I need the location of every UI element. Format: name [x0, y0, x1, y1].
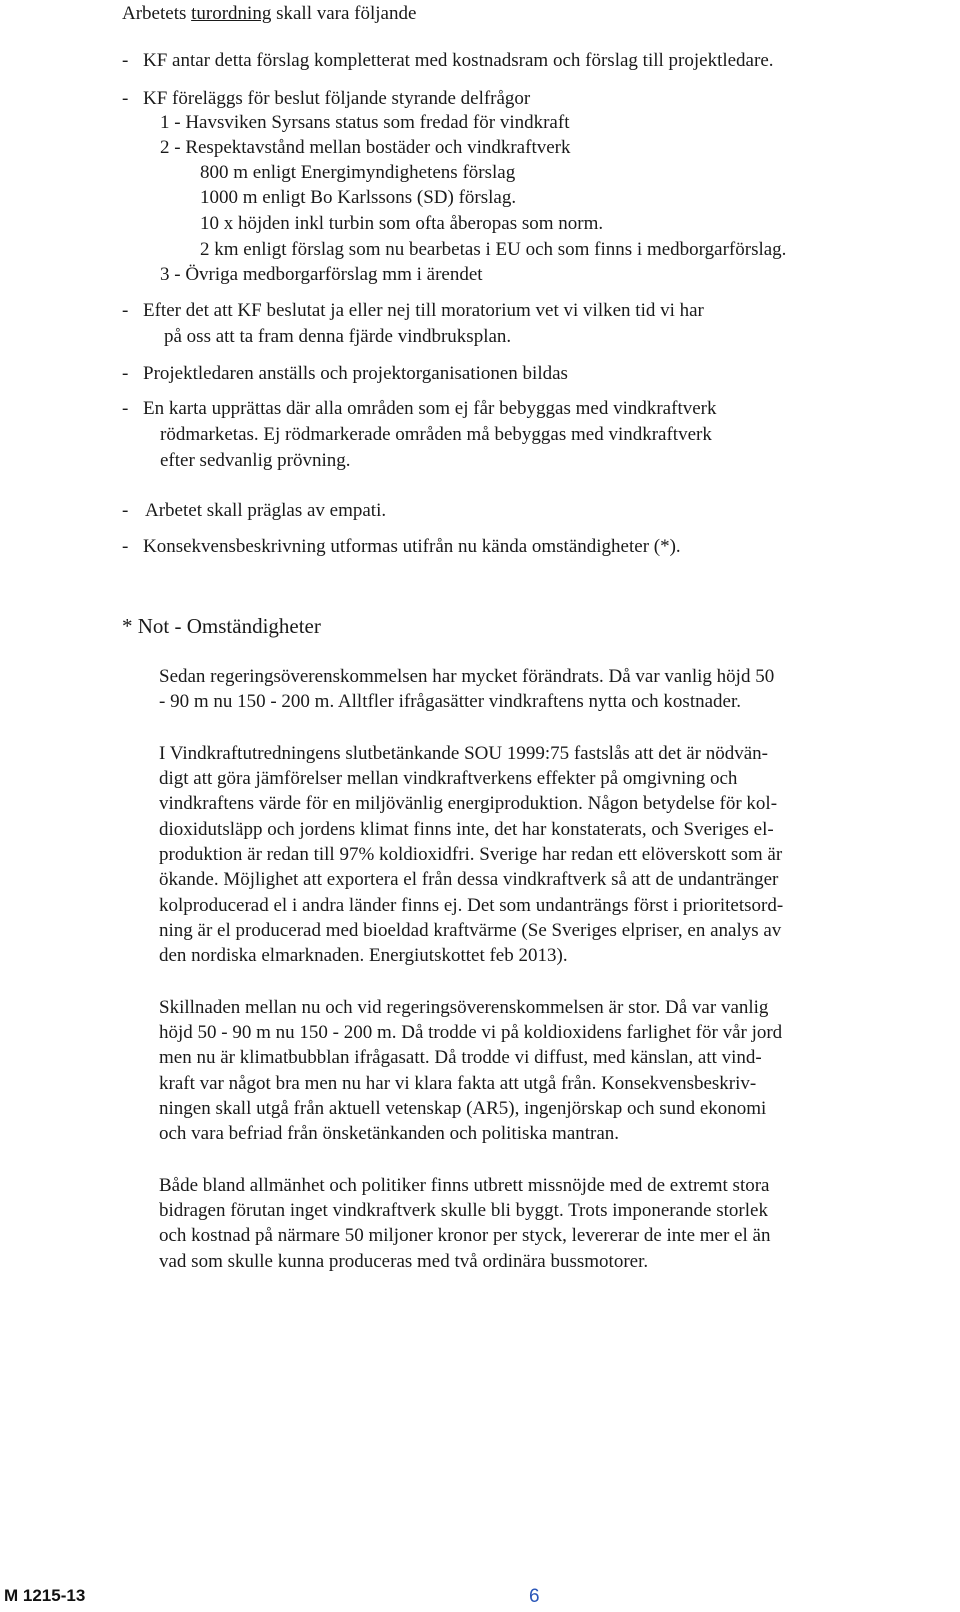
bullet-dash: -: [122, 363, 129, 384]
note-p3-line: ningen skall utgå från aktuell vetenskap (AR5), ingenjörskap och sund ekonomi: [159, 1098, 767, 1119]
subitem-q3: 3 - Övriga medborgarförslag mm i ärendet: [160, 264, 483, 285]
note-p3-line: men nu är klimatbubblan ifrågasatt. Då trodde vi diffust, med känslan, att vind-: [159, 1047, 762, 1068]
note-p4-line: och kostnad på närmare 50 miljoner kronor per styck, levererar de inte mer el än: [159, 1225, 771, 1246]
note-p1-line: Sedan regeringsöverenskommelsen har mycket förändrats. Då var vanlig höjd 50: [159, 666, 775, 687]
item-kf-forelaggs: KF föreläggs för beslut följande styrande delfrågor: [143, 88, 531, 109]
item-karta-line2: rödmarketas. Ej rödmarkerade områden må bebyggas med vindkraftverk: [160, 424, 712, 445]
note-p1-line: - 90 m nu 150 - 200 m. Alltfler ifrågasätter vindkraftens nytta och kostnader.: [159, 691, 741, 712]
subitem-q1: 1 - Havsviken Syrsans status som fredad för vindkraft: [160, 112, 570, 133]
intro-post: skall vara följande: [271, 3, 417, 24]
subitem-q2-a: 800 m enligt Energimyndighetens förslag: [200, 162, 516, 183]
note-p4-line: Både bland allmänhet och politiker finns utbrett missnöjde med de extremt stora: [159, 1175, 770, 1196]
note-p2-line: ökande. Möjlighet att exportera el från dessa vindkraftverk så att de undantränger: [159, 869, 779, 890]
note-p3-line: höjd 50 - 90 m nu 150 - 200 m. Då trodde vi på koldioxidens farlighet för vår jord: [159, 1022, 783, 1043]
note-p2-line: dioxidutsläpp och jordens klimat finns inte, det har konstaterats, och Sveriges el-: [159, 819, 774, 840]
item-empati: Arbetet skall präglas av empati.: [145, 500, 387, 521]
note-p2-line: I Vindkraftutredningens slutbetänkande SOU 1999:75 fastslås att det är nödvän-: [159, 743, 769, 764]
bullet-dash: -: [122, 398, 129, 419]
item-konsekvens: Konsekvensbeskrivning utformas utifrån nu kända omständigheter (*).: [143, 536, 681, 557]
subitem-q2-c: 10 x höjden inkl turbin som ofta åberopas som norm.: [200, 213, 604, 234]
note-p2-line: kolproducerad el i andra länder finns ej. Det som undanträngs först i prioritetsord-: [159, 895, 784, 916]
intro-underlined: turordning: [191, 3, 272, 24]
footer-document-code: M 1215-13: [4, 1586, 86, 1605]
note-p3-line: och vara befriad från önsketänkanden och politiska mantran.: [159, 1123, 620, 1144]
item-efter-line2: på oss att ta fram denna fjärde vindbruksplan.: [164, 326, 512, 347]
bullet-dash: -: [122, 88, 129, 109]
note-p3-line: Skillnaden mellan nu och vid regeringsöverenskommelsen är stor. Då var vanlig: [159, 997, 769, 1018]
item-efter-line1: Efter det att KF beslutat ja eller nej till moratorium vet vi vilken tid vi har: [143, 300, 704, 321]
note-p2-line: ning är el producerad med bioeldad kraftvärme (Se Sveriges elpriser, en analys av: [159, 920, 782, 941]
intro-pre: Arbetets: [122, 3, 192, 24]
note-p3-line: kraft var något bra men nu har vi klara fakta att utgå från. Konsekvensbeskriv-: [159, 1073, 757, 1094]
item-karta-line1: En karta upprättas där alla områden som ej får bebyggas med vindkraftverk: [143, 398, 717, 419]
note-heading: * Not - Omständigheter: [122, 614, 321, 638]
note-p2-line: den nordiska elmarknaden. Energiutskottet feb 2013).: [159, 945, 568, 966]
subitem-q2-b: 1000 m enligt Bo Karlssons (SD) förslag.: [200, 187, 517, 208]
note-p4-line: bidragen förutan inget vindkraftverk skulle bli byggt. Trots imponerande storlek: [159, 1200, 768, 1221]
item-projektledaren: Projektledaren anställs och projektorganisationen bildas: [143, 363, 568, 384]
note-p2-line: digt att göra jämförelser mellan vindkraftverkens effekter på omgivning och: [159, 768, 738, 789]
subitem-q2-d: 2 km enligt förslag som nu bearbetas i EU och som finns i medborgarförslag.: [200, 239, 787, 260]
intro-line: [122, 2, 416, 26]
bullet-dash: -: [122, 300, 129, 321]
note-p2-line: vindkraftens värde för en miljövänlig energiproduktion. Någon betydelse för kol-: [159, 793, 778, 814]
subitem-q2: 2 - Respektavstånd mellan bostäder och vindkraftverk: [160, 137, 571, 158]
item-karta-line3: efter sedvanlig prövning.: [160, 450, 351, 471]
footer-page-number: 6: [529, 1586, 540, 1607]
note-p2-line: produktion är redan till 97% koldioxidfri. Sverige har redan ett elöverskott som är: [159, 844, 783, 865]
bullet-dash: -: [122, 536, 129, 557]
bullet-dash: -: [122, 500, 129, 521]
note-p4-line: vad som skulle kunna produceras med två ordinära bussmotorer.: [159, 1251, 649, 1272]
item-kf-antar: KF antar detta förslag kompletterat med kostnadsram och förslag till projektledare.: [143, 50, 774, 71]
bullet-dash: -: [122, 50, 129, 71]
